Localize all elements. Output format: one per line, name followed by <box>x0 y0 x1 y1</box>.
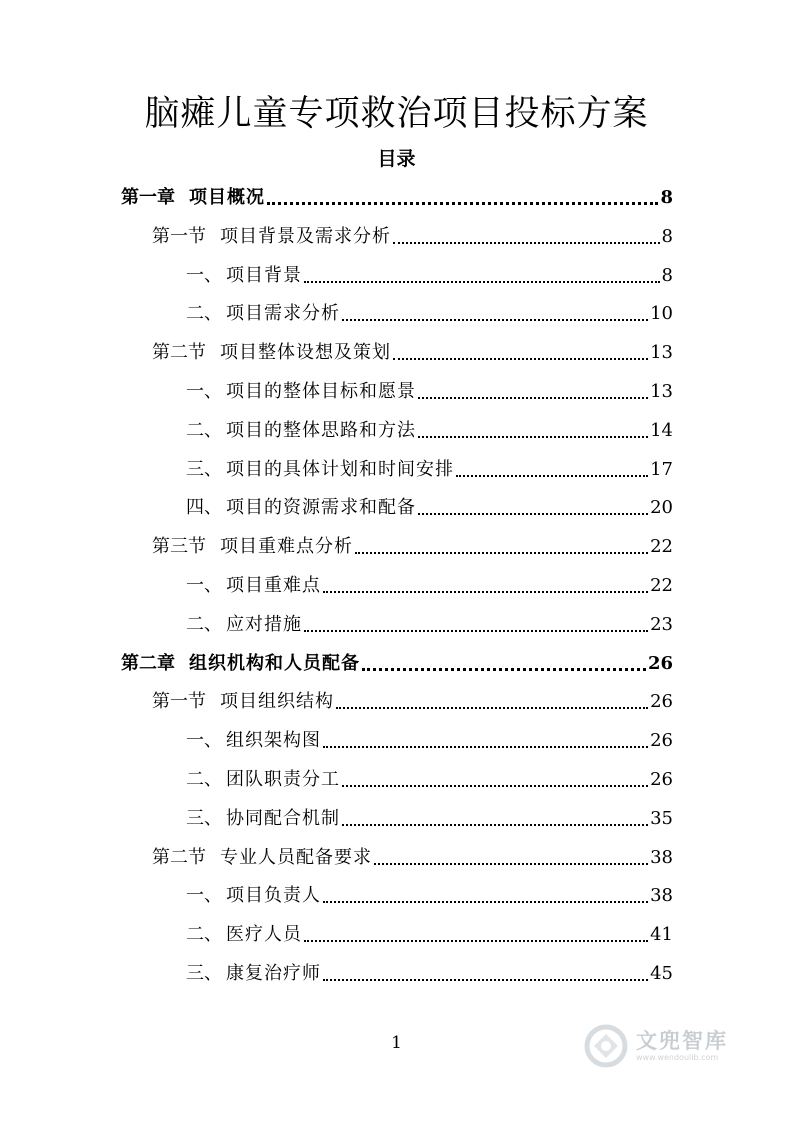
toc-entry[interactable] <box>186 760 673 799</box>
toc-entry-page: 38 <box>650 846 673 868</box>
toc-entry-title: 医疗人员 <box>226 924 302 946</box>
toc-entry[interactable] <box>186 915 673 954</box>
toc-entry-number: 第三节 <box>152 536 206 558</box>
toc-entry-title: 项目重难点分析 <box>220 536 353 558</box>
toc-dot-leader <box>323 746 648 748</box>
toc-entry-number: 第一节 <box>152 691 206 713</box>
toc-dot-leader <box>267 202 658 205</box>
toc-entry[interactable] <box>121 644 673 683</box>
toc-entry-number: 第二章 <box>121 652 175 674</box>
toc-entry-page: 14 <box>650 419 673 441</box>
toc-dot-leader <box>393 242 660 244</box>
toc-entry-number: 一、 <box>186 730 222 752</box>
toc-entry-page: 17 <box>650 458 673 480</box>
toc-entry[interactable] <box>152 333 673 372</box>
toc-entry-page: 35 <box>650 807 673 829</box>
toc-entry[interactable] <box>186 954 673 993</box>
toc-entry[interactable] <box>186 488 673 527</box>
toc-dot-leader <box>362 668 646 671</box>
toc-entry-title: 项目概况 <box>189 187 265 208</box>
toc-entry-number: 一、 <box>186 575 222 596</box>
toc-entry-title: 专业人员配备要求 <box>220 846 372 868</box>
watermark-name: 文兜智库 <box>636 1029 728 1053</box>
toc-dot-leader <box>323 591 648 593</box>
toc-dot-leader <box>323 901 648 903</box>
toc-entry-page: 8 <box>660 187 673 208</box>
toc-dot-leader <box>418 513 648 515</box>
toc-entry-title: 项目整体设想及策划 <box>220 342 391 364</box>
toc-entry-title: 康复治疗师 <box>226 963 321 984</box>
toc-dot-leader <box>304 630 648 632</box>
toc-entry-title: 项目重难点 <box>226 575 321 596</box>
toc-entry-title: 项目的资源需求和配备 <box>226 497 416 519</box>
toc-dot-leader <box>456 475 648 477</box>
toc-entry-page: 8 <box>661 225 673 247</box>
toc-entry[interactable] <box>186 372 673 411</box>
toc-entry-title: 项目背景及需求分析 <box>220 225 391 247</box>
toc-entry-page: 26 <box>650 691 673 713</box>
toc-entry-number: 第二节 <box>152 846 206 868</box>
toc-entry-number: 一、 <box>186 264 222 286</box>
toc-entry[interactable] <box>186 294 673 333</box>
toc-entry-page: 20 <box>650 497 673 519</box>
toc-entry-number: 三、 <box>186 807 222 829</box>
toc-entry-page: 22 <box>650 536 673 558</box>
toc-dot-leader <box>393 358 648 360</box>
toc-entry[interactable] <box>152 527 673 566</box>
toc-entry-number: 二、 <box>186 303 222 325</box>
toc-entry-title: 团队职责分工 <box>226 769 340 790</box>
toc-entry-number: 二、 <box>186 924 222 946</box>
toc-dot-leader <box>323 979 648 981</box>
document-title: 脑瘫儿童专项救治项目投标方案 <box>144 94 649 134</box>
toc-entry-title: 项目负责人 <box>226 885 321 907</box>
toc-dot-leader <box>304 281 660 283</box>
toc-entry[interactable] <box>186 450 673 489</box>
toc-entry-page: 23 <box>650 613 673 635</box>
toc-entry-number: 一、 <box>186 381 222 402</box>
toc-entry[interactable] <box>152 682 673 721</box>
toc-dot-leader <box>418 436 648 438</box>
toc-entry-page: 45 <box>650 963 673 984</box>
toc-entry-page: 10 <box>650 303 673 325</box>
toc-entry-title: 项目背景 <box>226 264 302 286</box>
watermark-url: www.wendoulib.com <box>636 1053 719 1062</box>
toc-entry[interactable] <box>152 838 673 877</box>
toc-entry[interactable] <box>152 217 673 256</box>
watermark <box>584 1018 754 1074</box>
toc-entry-title: 项目需求分析 <box>226 303 340 325</box>
toc-entry[interactable] <box>121 178 673 217</box>
toc-entry-page: 38 <box>650 885 673 907</box>
toc-dot-leader <box>342 319 648 321</box>
toc-dot-leader <box>304 940 648 942</box>
toc-entry[interactable] <box>186 256 673 295</box>
toc-entry-title: 项目的整体目标和愿景 <box>226 381 416 402</box>
toc-entry-number: 二、 <box>186 613 222 635</box>
toc-entry-title: 应对措施 <box>226 613 302 635</box>
toc-entry-number: 四、 <box>186 497 222 519</box>
toc-dot-leader <box>342 824 648 826</box>
toc-entry-title: 项目的具体计划和时间安排 <box>226 458 454 480</box>
toc-dot-leader <box>355 552 648 554</box>
toc-entry-number: 第一节 <box>152 225 206 247</box>
toc-entry[interactable] <box>186 876 673 915</box>
toc-dot-leader <box>336 707 648 709</box>
toc-entry-title: 组织机构和人员配备 <box>189 652 360 674</box>
toc-entry[interactable] <box>186 411 673 450</box>
toc-entry-title: 项目组织结构 <box>220 691 334 713</box>
toc-entry-number: 二、 <box>186 769 222 790</box>
toc-dot-leader <box>418 397 648 399</box>
toc-entry[interactable] <box>186 721 673 760</box>
wendou-logo-icon <box>584 1024 628 1068</box>
toc-heading: 目录 <box>377 148 416 170</box>
toc-entry[interactable] <box>186 799 673 838</box>
toc-entry-number: 三、 <box>186 458 222 480</box>
toc-entry-title: 组织架构图 <box>226 730 321 752</box>
toc-entry[interactable] <box>186 605 673 644</box>
toc-entry-page: 22 <box>650 575 673 596</box>
toc-entry-page: 13 <box>650 342 673 364</box>
toc-entry[interactable] <box>186 566 673 605</box>
toc-entry-number: 三、 <box>186 963 222 984</box>
page-number: 1 <box>391 1033 402 1053</box>
toc-entry-title: 项目的整体思路和方法 <box>226 419 416 441</box>
toc-entry-number: 二、 <box>186 419 222 441</box>
toc-entry-title: 协同配合机制 <box>226 807 340 829</box>
toc-entry-page: 13 <box>650 381 673 402</box>
toc-entry-number: 第二节 <box>152 342 206 364</box>
toc-entry-page: 41 <box>650 924 673 946</box>
toc-entry-number: 一、 <box>186 885 222 907</box>
toc-entry-page: 8 <box>661 264 673 286</box>
toc-entry-page: 26 <box>650 730 673 752</box>
toc-dot-leader <box>342 785 648 787</box>
toc-entry-page: 26 <box>650 769 673 790</box>
toc-entry-number: 第一章 <box>121 187 175 208</box>
toc-dot-leader <box>374 863 648 865</box>
toc-entry-page: 26 <box>647 652 673 674</box>
